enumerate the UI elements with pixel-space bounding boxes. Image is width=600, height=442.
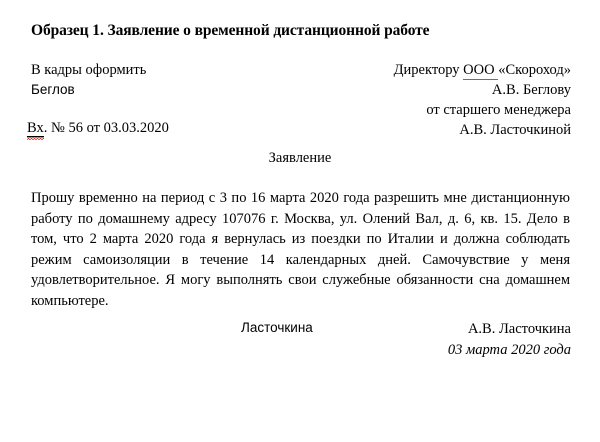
company-type-link[interactable]: ООО xyxy=(463,62,499,78)
incoming-label-misspelled: Вх xyxy=(27,120,44,136)
signature-block xyxy=(271,319,571,361)
addressee-block xyxy=(241,60,571,140)
incoming-number: . № 56 от 03.03.2020 xyxy=(43,120,169,136)
signature-date: 03 марта 2020 года xyxy=(447,342,571,358)
statement-body: Прошу временно на период с 3 по 16 марта 2020 года разрешить мне дистанционную работу по домашнему адресу 107076 г. Москва, ул. Олений Вал, д. 6, кв. 15. Дело в том, что 2 марта 2020 года я вернулась из поездки по Италии и должна соблюдать режим самоизоляции в течение 14 календарных дней. Самочувствие у меня удовлетворительное. Я могу выполнять свои служебные обязанности сна домашнем компьютере. xyxy=(31,190,570,309)
resolution-instruction: В кадры оформить xyxy=(31,62,147,78)
handwritten-signature: Ласточкина xyxy=(241,320,313,335)
addressee-director-line xyxy=(241,60,571,80)
applicant-position: от старшего менеджера xyxy=(426,102,571,118)
company-name: «Скороход» xyxy=(498,62,571,78)
page-title: Образец 1. Заявление о временной дистанционной работе xyxy=(31,22,430,39)
signatory-name: А.В. Ласточкина xyxy=(467,321,571,337)
statement-heading: Заявление xyxy=(268,150,332,166)
addressee-director-name: А.В. Беглову xyxy=(491,82,571,98)
incoming-stamp xyxy=(27,118,169,138)
applicant-name: А.В. Ласточкиной xyxy=(459,122,571,138)
addressee-director-prefix: Директору xyxy=(393,62,464,78)
resolution-signature: Беглов xyxy=(31,82,75,97)
